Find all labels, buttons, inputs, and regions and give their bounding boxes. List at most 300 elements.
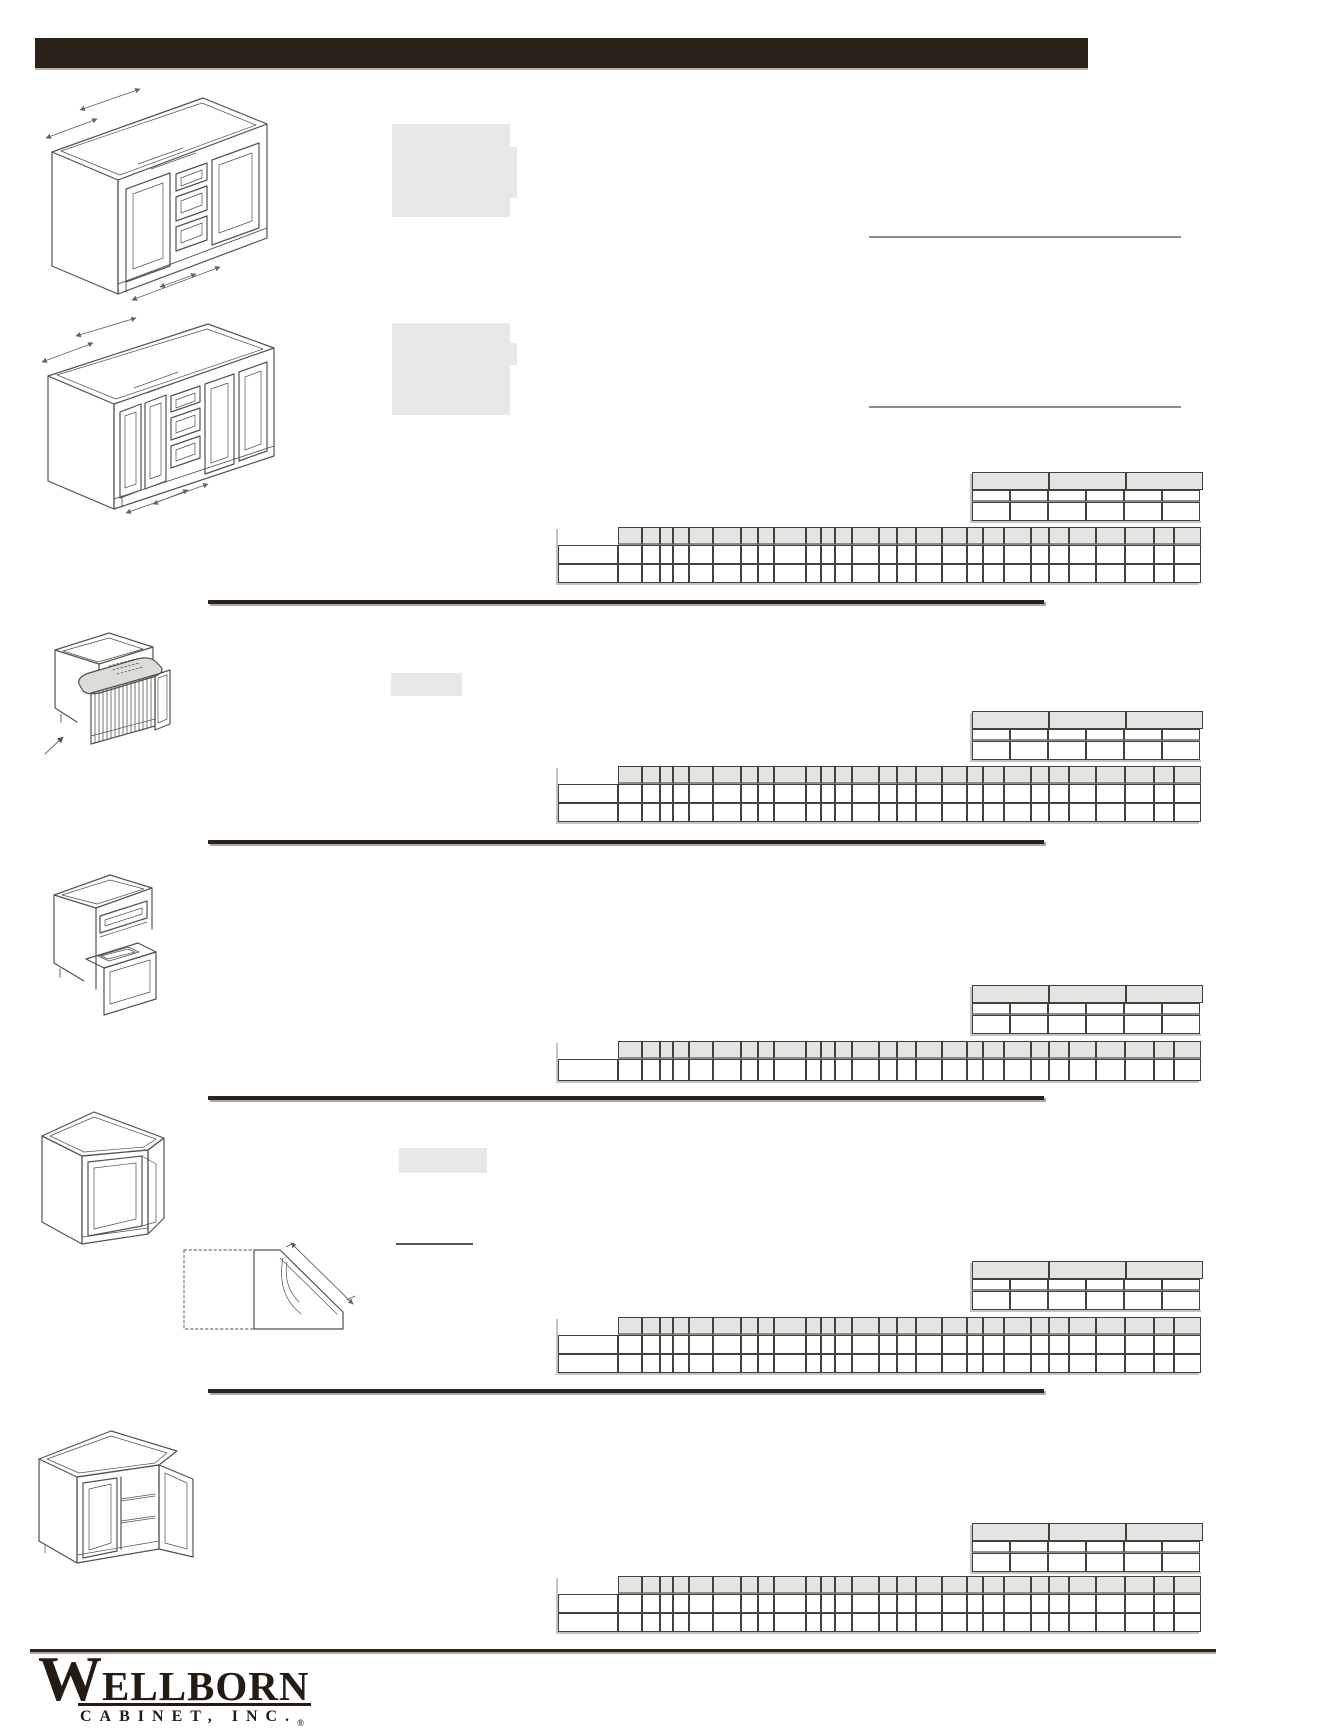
grid-cell [879, 1613, 897, 1632]
grid-header-cell [983, 1041, 1004, 1059]
grid-header-cell [1069, 1576, 1096, 1594]
grid-cell [852, 1059, 879, 1081]
grid-cell [879, 1354, 897, 1373]
grid-cell [673, 784, 689, 803]
grid-cell [835, 784, 852, 803]
grid-header-cell [806, 1317, 821, 1335]
price-grid-table-hamper [558, 766, 1201, 822]
grid-header-cell [642, 527, 660, 545]
grid-header-cell [1126, 711, 1203, 729]
logo-subtitle: CABINET, INC. [80, 1708, 298, 1725]
grid-cell [1069, 1594, 1096, 1613]
grid-header-cell [660, 1576, 673, 1594]
grid-header-cell [916, 766, 942, 784]
grid-cell [741, 1613, 758, 1632]
redacted-text-block [392, 198, 510, 217]
grid-header-cell [942, 766, 967, 784]
grid-cell [1049, 545, 1069, 564]
grid-cell [983, 784, 1004, 803]
grid-header-cell [741, 527, 758, 545]
grid-cell [897, 1059, 916, 1081]
title-bar [35, 38, 1088, 68]
grid-header-cell [806, 527, 821, 545]
row-label-cell [558, 1594, 618, 1613]
grid-header-cell [1125, 527, 1154, 545]
grid-header-cell [972, 472, 1049, 490]
grid-cell [916, 1059, 942, 1081]
grid-cell [758, 803, 774, 822]
grid-cell [673, 1335, 689, 1354]
grid-header-cell [967, 766, 983, 784]
grid-cell [1049, 1613, 1069, 1632]
grid-cell [774, 803, 806, 822]
grid-cell [741, 1354, 758, 1373]
row-label-cell [558, 803, 618, 822]
grid-cell [689, 1354, 713, 1373]
grid-header-cell [1125, 1041, 1154, 1059]
grid-cell [879, 803, 897, 822]
pull-out-wastebasket-base-drawing [40, 869, 170, 1017]
grid-header-cell [972, 1523, 1049, 1541]
grid-header-cell [660, 1041, 673, 1059]
grid-cell [758, 784, 774, 803]
grid-cell [879, 1594, 897, 1613]
grid-cell [1048, 1279, 1086, 1291]
grid-cell [983, 1354, 1004, 1373]
grid-cell [806, 784, 821, 803]
grid-header-cell [1154, 1317, 1174, 1335]
grid-cell [1162, 490, 1200, 502]
section-divider [208, 840, 1044, 844]
grid-header-cell [642, 1576, 660, 1594]
grid-cell [618, 784, 642, 803]
grid-cell [967, 1613, 983, 1632]
grid-cell [1124, 490, 1162, 502]
grid-cell [942, 1059, 967, 1081]
grid-cell [1004, 803, 1031, 822]
grid-cell [967, 1335, 983, 1354]
grid-cell [1010, 1003, 1048, 1015]
grid-cell [1125, 1594, 1154, 1613]
grid-cell [1049, 1335, 1069, 1354]
grid-cell [1086, 1291, 1124, 1310]
grid-cell [1162, 1553, 1200, 1572]
grid-header-cell [1031, 1041, 1049, 1059]
grid-cell [1048, 490, 1086, 502]
grid-cell [1086, 729, 1124, 741]
grid-header-cell [1049, 1317, 1069, 1335]
grid-cell [972, 729, 1010, 741]
grid-header-cell [1049, 711, 1126, 729]
grid-cell [879, 545, 897, 564]
grid-cell [1124, 1015, 1162, 1034]
grid-cell [835, 564, 852, 583]
grid-cell [821, 1613, 835, 1632]
grid-cell [774, 1354, 806, 1373]
grid-cell [967, 1059, 983, 1081]
grid-header-cell [983, 766, 1004, 784]
grid-cell [852, 803, 879, 822]
redacted-text-block [392, 365, 510, 415]
grid-header-cell [758, 1576, 774, 1594]
grid-cell [821, 803, 835, 822]
grid-header-cell [689, 1576, 713, 1594]
grid-cell [821, 1059, 835, 1081]
redacted-text-block [392, 343, 517, 365]
grid-cell [1162, 741, 1200, 760]
grid-cell [713, 1335, 741, 1354]
grid-cell [1031, 1613, 1049, 1632]
grid-cell [741, 803, 758, 822]
grid-header-cell [1069, 1317, 1096, 1335]
grid-cell [806, 1613, 821, 1632]
redacted-text-block [392, 124, 510, 147]
grid-cell [1096, 803, 1125, 822]
grid-cell [1125, 1335, 1154, 1354]
grid-header-cell [1049, 985, 1126, 1003]
grid-cell [1004, 1335, 1031, 1354]
grid-header-cell [1154, 527, 1174, 545]
grid-header-cell [942, 1317, 967, 1335]
grid-cell [897, 545, 916, 564]
grid-cell [689, 1335, 713, 1354]
grid-cell [713, 784, 741, 803]
grid-cell [1154, 1335, 1174, 1354]
grid-cell [1125, 803, 1154, 822]
redacted-text-block [392, 147, 517, 198]
grid-header-cell [689, 527, 713, 545]
grid-cell [916, 1613, 942, 1632]
grid-header-cell [774, 1576, 806, 1594]
grid-cell [806, 1059, 821, 1081]
grid-cell [1174, 1613, 1201, 1632]
grid-cell [1125, 545, 1154, 564]
grid-header-cell [879, 766, 897, 784]
grid-cell [1154, 564, 1174, 583]
grid-cell [821, 1594, 835, 1613]
grid-header-cell [689, 1041, 713, 1059]
row-label-cell [558, 1354, 618, 1373]
grid-cell [967, 564, 983, 583]
grid-header-cell [1049, 766, 1069, 784]
grid-cell [660, 1354, 673, 1373]
grid-cell [1004, 1613, 1031, 1632]
grid-cell [1031, 1594, 1049, 1613]
grid-header-cell [1154, 1576, 1174, 1594]
grid-cell [1096, 1594, 1125, 1613]
grid-header-cell [916, 1041, 942, 1059]
grid-header-cell [1154, 1041, 1174, 1059]
grid-header-cell [713, 1041, 741, 1059]
grid-cell [1004, 1594, 1031, 1613]
grid-header-cell [1049, 1576, 1069, 1594]
grid-header-cell [852, 1576, 879, 1594]
logo-main-text: ELLBORN [102, 1663, 310, 1709]
grid-cell [1004, 564, 1031, 583]
grid-cell [1174, 784, 1201, 803]
grid-cell [1048, 1291, 1086, 1310]
grid-cell [774, 545, 806, 564]
grid-header-cell [689, 1317, 713, 1335]
grid-header-cell [835, 1576, 852, 1594]
grid-cell [713, 1059, 741, 1081]
grid-header-cell [835, 527, 852, 545]
grid-header-cell [1174, 527, 1201, 545]
grid-cell [897, 1335, 916, 1354]
grid-cell [1048, 741, 1086, 760]
grid-cell [916, 1354, 942, 1373]
grid-cell [983, 1335, 1004, 1354]
price-grid-table-corner-vanity [558, 1317, 1201, 1373]
grid-cell [972, 490, 1010, 502]
grid-header-cell [806, 766, 821, 784]
grid-header-cell [673, 1041, 689, 1059]
grid-header-cell [806, 1041, 821, 1059]
grid-header-cell [1031, 527, 1049, 545]
grid-cell [673, 564, 689, 583]
grid-cell [758, 564, 774, 583]
grid-cell [1010, 490, 1048, 502]
grid-cell [852, 1335, 879, 1354]
grid-cell [1010, 1015, 1048, 1034]
grid-header-cell [774, 766, 806, 784]
grid-header-cell [660, 1317, 673, 1335]
grid-cell [972, 1291, 1010, 1310]
price-grid-table-corner-base [558, 1576, 1201, 1632]
grid-cell [1124, 1291, 1162, 1310]
grid-header-cell [1174, 1317, 1201, 1335]
redacted-text-block [399, 1148, 487, 1173]
grid-cell [821, 1354, 835, 1373]
size-grid-table-hamper [972, 711, 1203, 760]
grid-header-cell [967, 527, 983, 545]
grid-cell [972, 1553, 1010, 1572]
grid-cell [741, 1059, 758, 1081]
grid-cell [835, 1335, 852, 1354]
grid-cell [1154, 545, 1174, 564]
grid-header-cell [1049, 527, 1069, 545]
grid-cell [758, 545, 774, 564]
grid-cell [983, 564, 1004, 583]
grid-header-cell [972, 711, 1049, 729]
grid-header-cell [852, 766, 879, 784]
grid-cell [741, 1594, 758, 1613]
grid-header-cell [1096, 527, 1125, 545]
grid-cell [618, 1354, 642, 1373]
grid-cell [983, 545, 1004, 564]
grid-cell [1096, 1354, 1125, 1373]
grid-header-cell [618, 1576, 642, 1594]
grid-header-cell [741, 1317, 758, 1335]
grid-cell [916, 803, 942, 822]
grid-header-cell [972, 985, 1049, 1003]
grid-header-cell [821, 527, 835, 545]
logo-subtitle-line [80, 1708, 328, 1728]
grid-cell [1010, 1291, 1048, 1310]
grid-header-cell [758, 1041, 774, 1059]
grid-cell [1048, 1541, 1086, 1553]
grid-cell [1004, 1354, 1031, 1373]
grid-cell [1162, 1291, 1200, 1310]
grid-cell [967, 784, 983, 803]
grid-header-cell [806, 1576, 821, 1594]
grid-cell [618, 1594, 642, 1613]
grid-cell [689, 803, 713, 822]
grid-cell [642, 564, 660, 583]
grid-header-cell [713, 527, 741, 545]
grid-cell [774, 1594, 806, 1613]
size-grid-table-vanity [972, 472, 1203, 521]
grid-header-cell [673, 1317, 689, 1335]
grid-cell [942, 1594, 967, 1613]
grid-header-cell [942, 1041, 967, 1059]
grid-cell [689, 1059, 713, 1081]
grid-cell [942, 1354, 967, 1373]
fill-in-line [396, 1243, 473, 1245]
grid-cell [1124, 741, 1162, 760]
grid-cell [835, 545, 852, 564]
grid-cell [660, 1059, 673, 1081]
grid-header-cell [1049, 1261, 1126, 1279]
grid-cell [713, 564, 741, 583]
grid-header-cell [1126, 1523, 1203, 1541]
grid-cell [1174, 564, 1201, 583]
grid-cell [821, 545, 835, 564]
grid-cell [1125, 1613, 1154, 1632]
grid-cell [673, 1613, 689, 1632]
price-grid-table-vanity [558, 527, 1201, 583]
grid-header-cell [1004, 1041, 1031, 1059]
grid-cell [1069, 803, 1096, 822]
grid-header-cell [713, 766, 741, 784]
grid-header-cell [983, 527, 1004, 545]
grid-cell [642, 1594, 660, 1613]
grid-header-cell [642, 1041, 660, 1059]
grid-cell [1086, 490, 1124, 502]
grid-cell [1124, 729, 1162, 741]
grid-cell [1049, 803, 1069, 822]
grid-header-cell [916, 527, 942, 545]
grid-cell [713, 1354, 741, 1373]
grid-cell [660, 803, 673, 822]
grid-cell [972, 1015, 1010, 1034]
row-label-cell [558, 545, 618, 564]
grid-cell [835, 1613, 852, 1632]
grid-header-cell [774, 1317, 806, 1335]
grid-cell [660, 1594, 673, 1613]
grid-cell [1004, 1059, 1031, 1081]
grid-header-cell [1126, 1261, 1203, 1279]
grid-cell [774, 1059, 806, 1081]
grid-cell [1096, 784, 1125, 803]
grid-cell [942, 545, 967, 564]
row-label-cell [558, 1059, 618, 1081]
grid-header-cell [673, 766, 689, 784]
grid-cell [916, 545, 942, 564]
wellborn-logo [38, 1643, 328, 1728]
grid-cell [1125, 564, 1154, 583]
grid-cell [1010, 1553, 1048, 1572]
grid-cell [758, 1613, 774, 1632]
grid-cell [972, 502, 1010, 521]
grid-cell [618, 564, 642, 583]
grid-cell [879, 784, 897, 803]
grid-cell [942, 1613, 967, 1632]
grid-header-cell [1174, 1041, 1201, 1059]
grid-cell [1004, 545, 1031, 564]
grid-header-cell [618, 766, 642, 784]
grid-cell [741, 545, 758, 564]
logo-wordmark [38, 1643, 328, 1714]
grid-cell [1124, 1279, 1162, 1291]
grid-cell [758, 1354, 774, 1373]
grid-cell [972, 1003, 1010, 1015]
grid-header-cell [1049, 1041, 1069, 1059]
row-label-cell [558, 564, 618, 583]
grid-cell [1086, 1003, 1124, 1015]
grid-header-cell [821, 1041, 835, 1059]
grid-header-cell [897, 1317, 916, 1335]
grid-cell [852, 1354, 879, 1373]
grid-cell [983, 1594, 1004, 1613]
grid-cell [942, 1335, 967, 1354]
angled-corner-base-drawing [25, 1421, 205, 1581]
grid-header-cell [618, 527, 642, 545]
grid-header-cell [1125, 766, 1154, 784]
grid-header-cell [835, 1041, 852, 1059]
grid-cell [660, 1335, 673, 1354]
grid-header-cell [1031, 1317, 1049, 1335]
size-grid-table-corner-vanity [972, 1261, 1203, 1310]
grid-cell [660, 784, 673, 803]
grid-cell [916, 784, 942, 803]
grid-cell [1086, 1553, 1124, 1572]
grid-cell [806, 545, 821, 564]
grid-cell [758, 1335, 774, 1354]
grid-cell [983, 1613, 1004, 1632]
grid-header-cell [1004, 1576, 1031, 1594]
grid-cell [1086, 1015, 1124, 1034]
grid-header-cell [758, 766, 774, 784]
grid-header-cell [942, 527, 967, 545]
grid-cell [758, 1594, 774, 1613]
grid-cell [942, 564, 967, 583]
grid-header-cell [1069, 527, 1096, 545]
grid-cell [1162, 1003, 1200, 1015]
row-label-cell [558, 1613, 618, 1632]
grid-header-cell [972, 1261, 1049, 1279]
grid-cell [967, 545, 983, 564]
grid-cell [1174, 1354, 1201, 1373]
grid-header-cell [1096, 1576, 1125, 1594]
price-grid-table-wastebasket [558, 1041, 1201, 1081]
grid-cell [806, 1335, 821, 1354]
grid-header-cell [774, 1041, 806, 1059]
grid-cell [852, 1594, 879, 1613]
grid-cell [1086, 741, 1124, 760]
grid-cell [1096, 1335, 1125, 1354]
grid-cell [1048, 502, 1086, 521]
grid-header-cell [1031, 1576, 1049, 1594]
grid-cell [983, 1059, 1004, 1081]
vanity-four-door-three-drawer-drawing [38, 318, 283, 513]
grid-cell [774, 1613, 806, 1632]
grid-cell [689, 545, 713, 564]
grid-header-cell [879, 1317, 897, 1335]
grid-cell [1154, 1594, 1174, 1613]
grid-cell [1010, 741, 1048, 760]
grid-header-cell [852, 527, 879, 545]
